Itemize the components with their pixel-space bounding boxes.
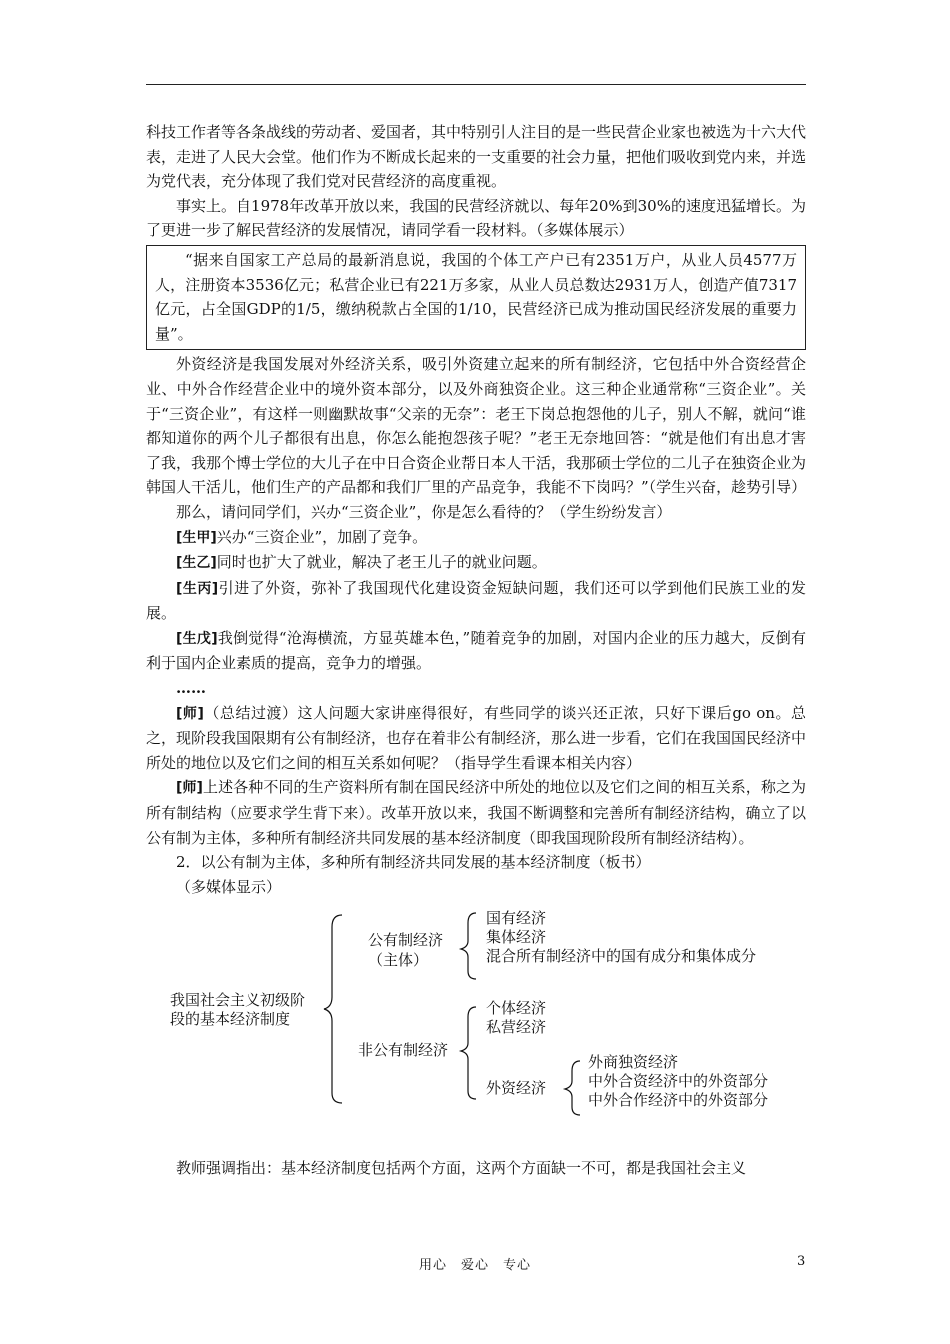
quote-text: “据来自国家工产总局的最新消息说，我国的个体工产户已有2351万户，从业人员4577万人，注册资本3536亿元；私营企业已有221万多家，从业人员总数达2931万人，创造产值7317亿元，占全国GDP的1/5，缴纳税款占全国的1/10，民营经济已成为推动国民经济发展的重要力量”。 <box>155 250 797 343</box>
foreign-item: 外商独资经济 <box>588 1053 679 1072</box>
speaker-tag: [生丙] <box>176 580 219 597</box>
economic-system-diagram <box>146 907 806 1152</box>
paragraph: 那么，请问同学们，兴办“三资企业”，你是怎么看待的？（学生纷纷发言） <box>176 502 672 521</box>
public-label: 公有制经济 <box>368 931 444 950</box>
nonpublic-label: 非公有制经济 <box>358 1041 449 1060</box>
page-body <box>146 120 806 1181</box>
public-item: 混合所有制经济中的国有成分和集体成分 <box>486 947 757 966</box>
paragraph: 科技工作者等各条战线的劳动者、爱国者，其中特别引人注目的是一些民营企业家也被选为十六大代表，走进了人民大会堂。他们作为不断成长起来的一支重要的社会力量，把他们吸收到党内来，并选为党代表，充分体现了我们党对民营经济的高度重视。 <box>146 123 807 191</box>
student-answer <box>146 550 806 576</box>
paragraph: 外资经济是我国发展对外经济关系，吸引外资建立起来的所有制经济，它包括中外合资经营企业、中外合作经营企业中的境外资本部分，以及外商独资企业。这三种企业通常称“三资企业”。关于“三资企业”，有这样一则幽默故事“父亲的无奈”：老王下岗总抱怨他的儿子，别人不解，就问“谁都知道你的两个儿子都很有出息，你怎么能抱怨孩子呢？”老王无奈地回答：“就是他们有出息才害了我，我那个博士学位的大儿子在中日合资企业帮日本人干活，我那硕士学位的二儿子在独资企业为韩国人干活儿，他们生产的产品都和我们厂里的产品竞争，我能不下岗吗？”（学生兴奋，趁势引导） <box>146 355 807 497</box>
paragraph: 事实上。自1978年改革开放以来，我国的民营经济就以、每年20%到30%的速度迅猛增长。为了更进一步了解民营经济的发展情况，请同学看一段材料。（多媒体展示） <box>146 196 806 240</box>
page-number: 3 <box>797 1254 806 1269</box>
foreign-item: 中外合作经济中的外资部分 <box>588 1091 769 1110</box>
speaker-tag: [生乙] <box>176 555 217 572</box>
speaker-tag: [师] <box>176 780 203 797</box>
media-note: （多媒体显示） <box>176 877 282 896</box>
student-answer <box>146 525 806 551</box>
public-item: 国有经济 <box>486 909 547 928</box>
footer-motto: 用心 爱心 专心 <box>418 1258 531 1273</box>
teacher-remark <box>146 701 806 776</box>
student-answer <box>146 626 806 676</box>
brace-lines <box>146 907 806 1152</box>
section-heading: 2．以公有制为主体，多种所有制经济共同发展的基本经济制度（板书） <box>176 853 651 872</box>
ellipsis: …… <box>176 679 206 698</box>
remark-text: （总结过渡）这人问题大家讲座得很好，有些同学的谈兴还正浓，只好下课后go on。总之，现阶段我国限期有公有制经济，也存在着非公有制经济，那么进一步看，它们在我国国民经济中所处的地位以及它们之间的相互关系如何呢？（指导学生看课本相关内容） <box>146 703 807 772</box>
public-item: 集体经济 <box>486 928 547 947</box>
public-brace <box>461 913 476 979</box>
foreign-item: 中外合资经济中的外资部分 <box>588 1072 769 1091</box>
public-sublabel: （主体） <box>368 951 429 970</box>
nonpublic-item: 个体经济 <box>486 999 547 1018</box>
nonpublic-item: 私营经济 <box>486 1018 547 1037</box>
paragraph: 教师强调指出：基本经济制度包括两个方面，这两个方面缺一不可，都是我国社会主义 <box>176 1159 747 1178</box>
foreign-label: 外资经济 <box>486 1079 547 1098</box>
speaker-tag: [生甲] <box>176 529 217 546</box>
foreign-brace <box>565 1061 580 1115</box>
teacher-remark <box>146 775 806 850</box>
speaker-tag: [生戊] <box>176 630 218 647</box>
speaker-tag: [师] <box>176 705 204 722</box>
answer-text: 兴办“三资企业”，加剧了竞争。 <box>216 527 428 546</box>
root-label-line2: 段的基本经济制度 <box>170 1010 291 1029</box>
student-answer <box>146 576 806 626</box>
header-rule <box>146 84 806 85</box>
root-label-line1: 我国社会主义初级阶 <box>170 991 306 1010</box>
remark-text: 上述各种不同的生产资料所有制在国民经济中所处的地位以及它们之间的相互关系，称之为所有制结构（应要求学生背下来）。改革开放以来，我国不断调整和完善所有制经济结构，确立了以公有制为主体，多种所有制经济共同发展的基本经济制度（即我国现阶段所有制经济结构）。 <box>146 778 806 847</box>
answer-text: 我倒觉得“沧海横流，方显英雄本色，”随着竞争的加剧，对国内企业的压力越大，反倒有利于国内企业素质的提高，竞争力的增强。 <box>146 628 807 673</box>
quote-box <box>146 245 806 350</box>
nonpublic-brace <box>461 1007 476 1099</box>
answer-text: 同时也扩大了就业，解决了老王儿子的就业问题。 <box>216 553 547 572</box>
answer-text: 引进了外资，弥补了我国现代化建设资金短缺问题，我们还可以学到他们民族工业的发展。 <box>146 578 806 623</box>
root-brace <box>324 915 342 1103</box>
